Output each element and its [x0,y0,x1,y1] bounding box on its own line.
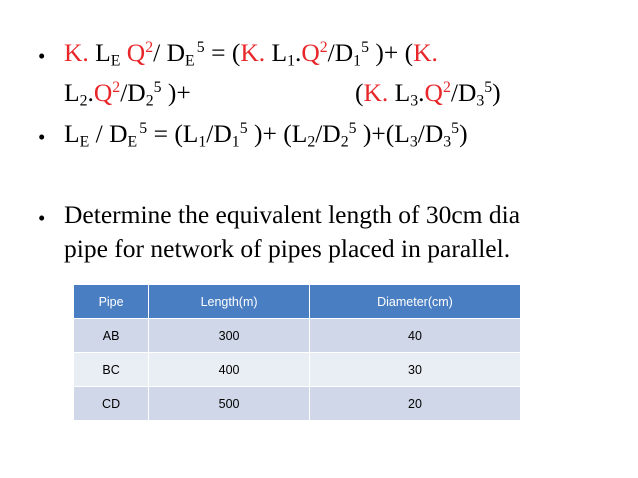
cell-diameter: 40 [309,319,520,353]
bullet-marker: • [38,125,46,149]
cell-pipe: BC [74,353,149,387]
column-header-pipe: Pipe [74,285,149,319]
column-header-length: Length(m) [149,285,310,319]
question-line-1: Determine the equivalent length of 30cm dia [64,200,521,229]
cell-length: 400 [149,353,310,387]
table-row [74,387,521,421]
cell-length: 500 [149,387,310,421]
bullet-marker: • [38,206,46,230]
cell-pipe: AB [74,319,149,353]
table-row [74,319,521,353]
column-header-diameter: Diameter(cm) [309,285,520,319]
equation-1-line-2-right: (K. $L_3.Q^2/D_3^5$) [355,78,501,110]
bullet-marker: • [38,44,46,68]
cell-length: 300 [149,319,310,353]
cell-diameter: 30 [309,353,520,387]
pipe-table [73,284,521,421]
question-line-2: pipe for network of pipes placed in parallel. [64,234,511,263]
table-header-row [74,285,521,319]
cell-pipe: CD [74,387,149,421]
equation-2: $L_E / D_E$ $^5 = (L_1/D_1^5$ )+ ($L_2/D_2^5$ )$+(L_3/D_3^5)$ [64,119,468,151]
table-row [74,353,521,387]
equation-1-line-1: K. $L_E$ $Q^2/$ $D_E$ $^5$ = (K. $L_1.Q^2/D_1^5$ )+ (K. [64,38,438,70]
equation-1-line-2: $L_2.Q^2/D_2^5$ )+ [64,78,191,110]
cell-diameter: 20 [309,387,520,421]
